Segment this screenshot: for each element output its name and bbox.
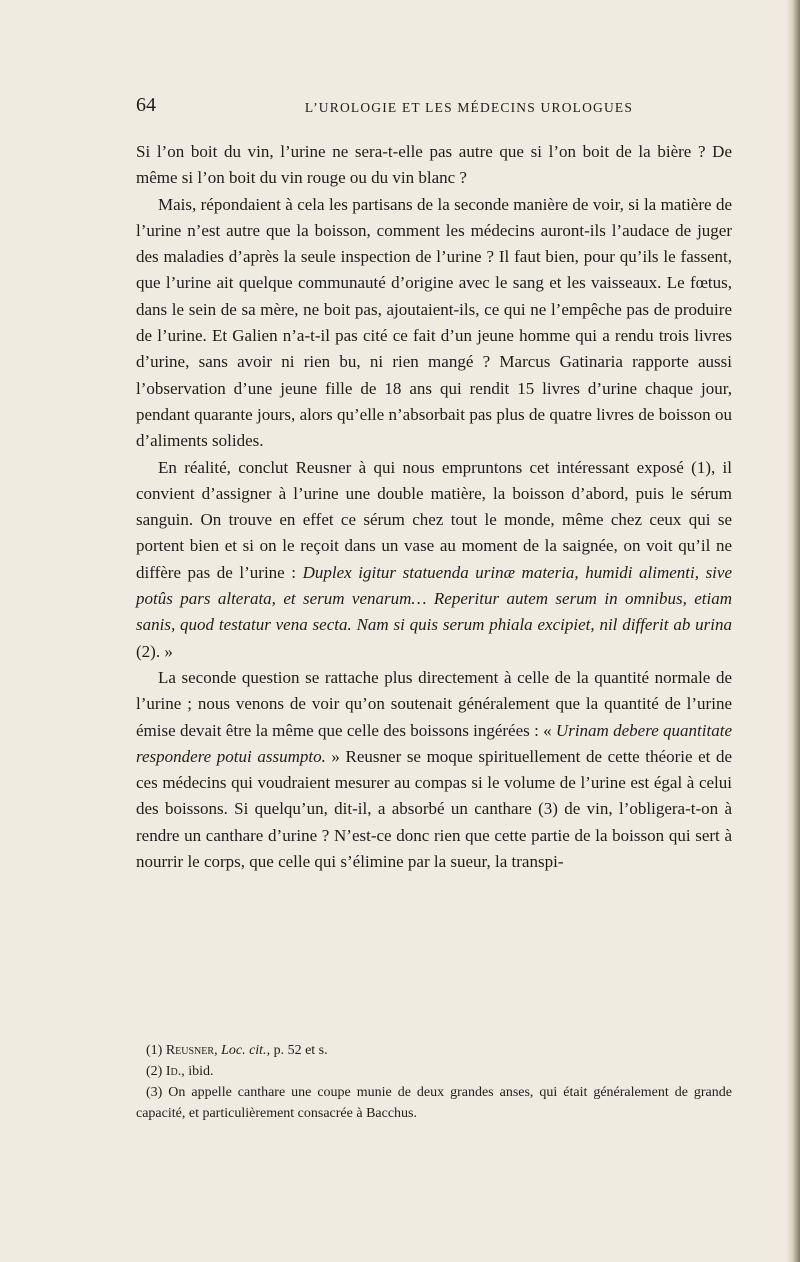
footnote-number: (1) — [146, 1043, 166, 1058]
paragraph-text: (2). » — [136, 641, 173, 661]
page-header — [136, 95, 732, 125]
paragraph-text: La seconde question se rattache plus directement à celle de la quantité normale de l’urine ; nous venons de voir qu’on soutenait généralement que la quantité de l’urine émise devait être la même que celle des boissons ingérées : « — [136, 667, 732, 740]
footnote — [136, 1040, 732, 1061]
running-title: L’UROLOGIE ET LES MÉDECINS UROLOGUES — [304, 100, 634, 115]
footnotes — [136, 1040, 732, 1124]
body-text — [136, 139, 732, 875]
author-name: Reusner — [165, 1043, 215, 1058]
latin-quotation: Duplex igitur statuenda urinæ materia, humidi alimenti, sive potûs pars alterata, et serum venarum… Reperitur autem serum in omnibus, etiam sanis, quod testatur vena secta. Nam si quis serum phiala excipiet, nil differit ab urina — [136, 562, 732, 635]
footnote-text: (3) On appelle canthare une coupe munie de deux grandes anses, qui était généralement de grande capacité, et particulièrement consacrée à Bacchus. — [136, 1085, 732, 1121]
footnote-text: , p. 52 et s. — [266, 1043, 328, 1058]
paragraph-text: En réalité, conclut Reusner à qui nous empruntons cet intéressant exposé (1), il convient d’assigner à l’urine une double matière, la boisson d’abord, puis le sérum sanguin. On trouve en effet ce sérum chez tout le monde, même chez ceux qui se portent bien et si on le reçoit dans un vase au moment de la saignée, on voit qu’il ne diffère pas de l’urine : — [136, 457, 732, 582]
page-number: 64 — [136, 94, 156, 116]
author-name: Id. — [165, 1064, 182, 1079]
page-edge-shadow — [786, 0, 800, 1262]
paragraph — [136, 192, 732, 455]
paragraph — [136, 455, 732, 665]
footnote-number: (2) — [146, 1064, 166, 1079]
citation-abbreviation: Loc. cit. — [221, 1043, 267, 1058]
paragraph-text: » Reusner se moque spirituellement de cette théorie et de ces médecins qui voudraient mesurer au compas si le volume de l’urine est égal à celui des boissons. Si quelqu’un, dit-il, a absorbé un canthare (3) de vin, l’obligera-t-on à rendre un canthare d’urine ? N’est-ce donc rien que cette partie de la boisson qui sert à nourrir le corps, que celle qui s’élimine par la sueur, la transpi- — [136, 746, 732, 872]
footnote — [136, 1082, 732, 1124]
latin-quotation: Urinam debere quantitate respondere potui assumpto. — [136, 720, 732, 766]
paragraph — [136, 139, 732, 192]
footnote-text: , — [214, 1043, 222, 1058]
footnote-text: , ibid. — [181, 1064, 214, 1079]
paragraph-text: Mais, répondaient à cela les partisans de la seconde manière de voir, si la matière de l’urine n’est autre que la boisson, comment les médecins auront-ils l’audace de juger des maladies d’après la seule inspection de l’urine ? Il faut bien, pour qu’ils le fassent, que l’urine ait quelque communauté d’origine avec le sang et les vaisseaux. Le fœtus, dans le sein de sa mère, ne boit pas, ajoutaient-ils, ce qui ne l’empêche pas de produire de l’urine. Et Galien n’a-t-il pas cité ce fait d’un jeune homme qui a rendu trois livres d’urine, sans avoir ni rien bu, ni rien mangé ? Marcus Gatinaria rapporte aussi l’observation d’une jeune fille de 18 ans qui rendit 15 livres d’urine chaque jour, pendant quarante jours, alors qu’elle n’absorbait pas plus de quatre livres de boisson ou d’aliments solides. — [136, 194, 732, 451]
footnote — [136, 1061, 732, 1082]
paragraph — [136, 665, 732, 875]
paragraph-text: Si l’on boit du vin, l’urine ne sera-t-elle pas autre que si l’on boit de la bière ? De même si l’on boit du vin rouge ou du vin blanc ? — [136, 142, 732, 188]
